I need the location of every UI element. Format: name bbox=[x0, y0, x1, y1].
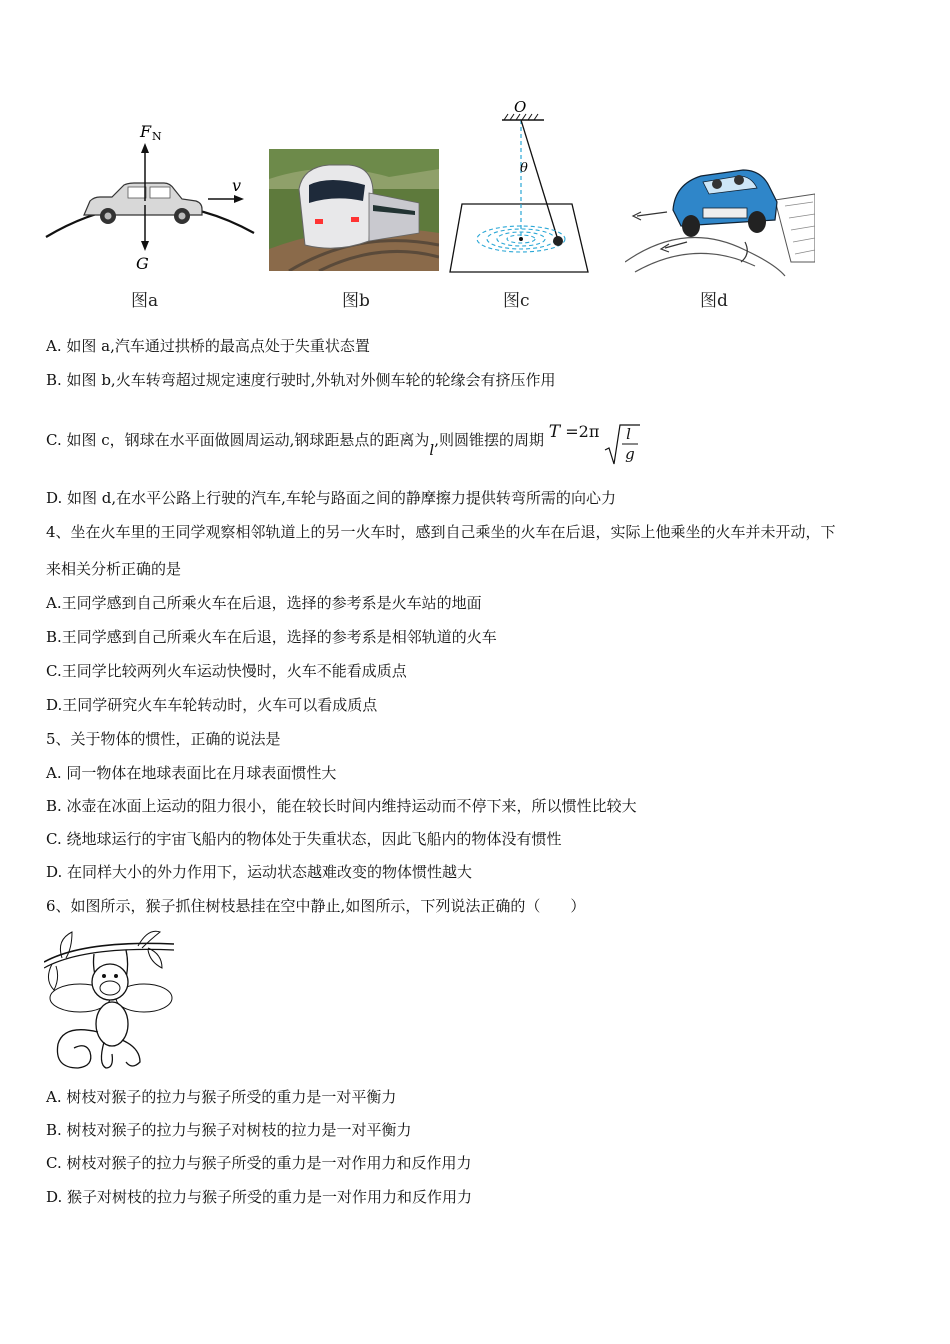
force-normal-sub: N bbox=[152, 130, 162, 143]
q4-option-d: D.王同学研究火车车轮转动时，火车可以看成质点 bbox=[46, 696, 378, 714]
q6-option-c: C. 树枝对猴子的拉力与猴子所受的重力是一对作用力和反作用力 bbox=[46, 1154, 472, 1172]
q3-option-c-text: C. 如图 c，钢球在水平面做圆周运动,钢球距悬点的距离为 bbox=[46, 431, 430, 449]
q6-option-d: D. 猴子对树枝的拉力与猴子所受的重力是一对作用力和反作用力 bbox=[46, 1188, 473, 1206]
q3-option-a: A. 如图 a,汽车通过拱桥的最高点处于失重状态置 bbox=[46, 337, 370, 355]
q4-option-c: C.王同学比较两列火车运动快慢时，火车不能看成质点 bbox=[46, 662, 407, 680]
formula-den: g bbox=[625, 445, 635, 463]
figure-c bbox=[446, 96, 596, 278]
monkey-figure bbox=[44, 924, 174, 1074]
gravity-label: G bbox=[136, 254, 149, 273]
q3-option-d: D. 如图 d,在水平公路上行驶的汽车,车轮与路面之间的静摩擦力提供转弯所需的向心力 bbox=[46, 489, 616, 507]
formula-T: T bbox=[548, 422, 561, 442]
formula-two-pi: =2π bbox=[560, 422, 600, 441]
q6-option-b: B. 树枝对猴子的拉力与猴子对树枝的拉力是一对平衡力 bbox=[46, 1121, 412, 1139]
figure-b bbox=[269, 149, 439, 271]
q4-stem-line1: 4、坐在火车里的王同学观察相邻轨道上的另一火车时，感到自己乘坐的火车在后退，实际上他乘坐的火车并未开动，下 bbox=[46, 523, 836, 541]
figure-c-caption: 图c bbox=[503, 291, 530, 311]
velocity-label: v bbox=[232, 176, 242, 195]
figure-b-caption: 图b bbox=[342, 291, 370, 311]
q4-option-a: A.王同学感到自己所乘火车在后退，选择的参考系是火车站的地面 bbox=[46, 594, 482, 612]
q3-option-b: B. 如图 b,火车转弯超过规定速度行驶时,外轨对外侧车轮的轮缘会有挤压作用 bbox=[46, 371, 556, 389]
angle-label: θ bbox=[520, 161, 528, 176]
q4-option-b: B.王同学感到自己所乘火车在后退，选择的参考系是相邻轨道的火车 bbox=[46, 628, 497, 646]
q3-option-c-text2: ,则圆锥摆的周期 bbox=[434, 431, 545, 449]
q5-option-d: D. 在同样大小的外力作用下，运动状态越难改变的物体惯性越大 bbox=[46, 863, 473, 881]
q3-option-c-var-l: l bbox=[429, 441, 435, 459]
q5-stem: 5、关于物体的惯性，正确的说法是 bbox=[46, 730, 281, 748]
q5-option-a: A. 同一物体在地球表面比在月球表面惯性大 bbox=[46, 764, 337, 782]
figure-d bbox=[625, 150, 815, 280]
blue-car-icon bbox=[673, 170, 777, 237]
formula-num: l bbox=[626, 425, 631, 443]
q6-option-a: A. 树枝对猴子的拉力与猴子所受的重力是一对平衡力 bbox=[46, 1088, 397, 1106]
q5-option-b: B. 冰壶在冰面上运动的阻力很小，能在较长时间内维持运动而不停下来，所以惯性比较大 bbox=[46, 797, 637, 815]
figure-a-caption: 图a bbox=[131, 291, 159, 311]
q3-option-c bbox=[46, 418, 640, 464]
figure-d-caption: 图d bbox=[700, 291, 728, 311]
q4-stem-line2: 来相关分析正确的是 bbox=[46, 560, 182, 578]
force-normal-label: F bbox=[140, 122, 152, 141]
formula-sqrt bbox=[604, 425, 640, 478]
car-icon bbox=[84, 183, 202, 224]
pivot-label: O bbox=[514, 98, 527, 116]
figure-a bbox=[40, 115, 260, 275]
q6-stem: 6、如图所示，猴子抓住树枝悬挂在空中静止,如图所示，下列说法正确的（ ） bbox=[46, 897, 586, 915]
q5-option-c: C. 绕地球运行的宇宙飞船内的物体处于失重状态，因此飞船内的物体没有惯性 bbox=[46, 830, 562, 848]
